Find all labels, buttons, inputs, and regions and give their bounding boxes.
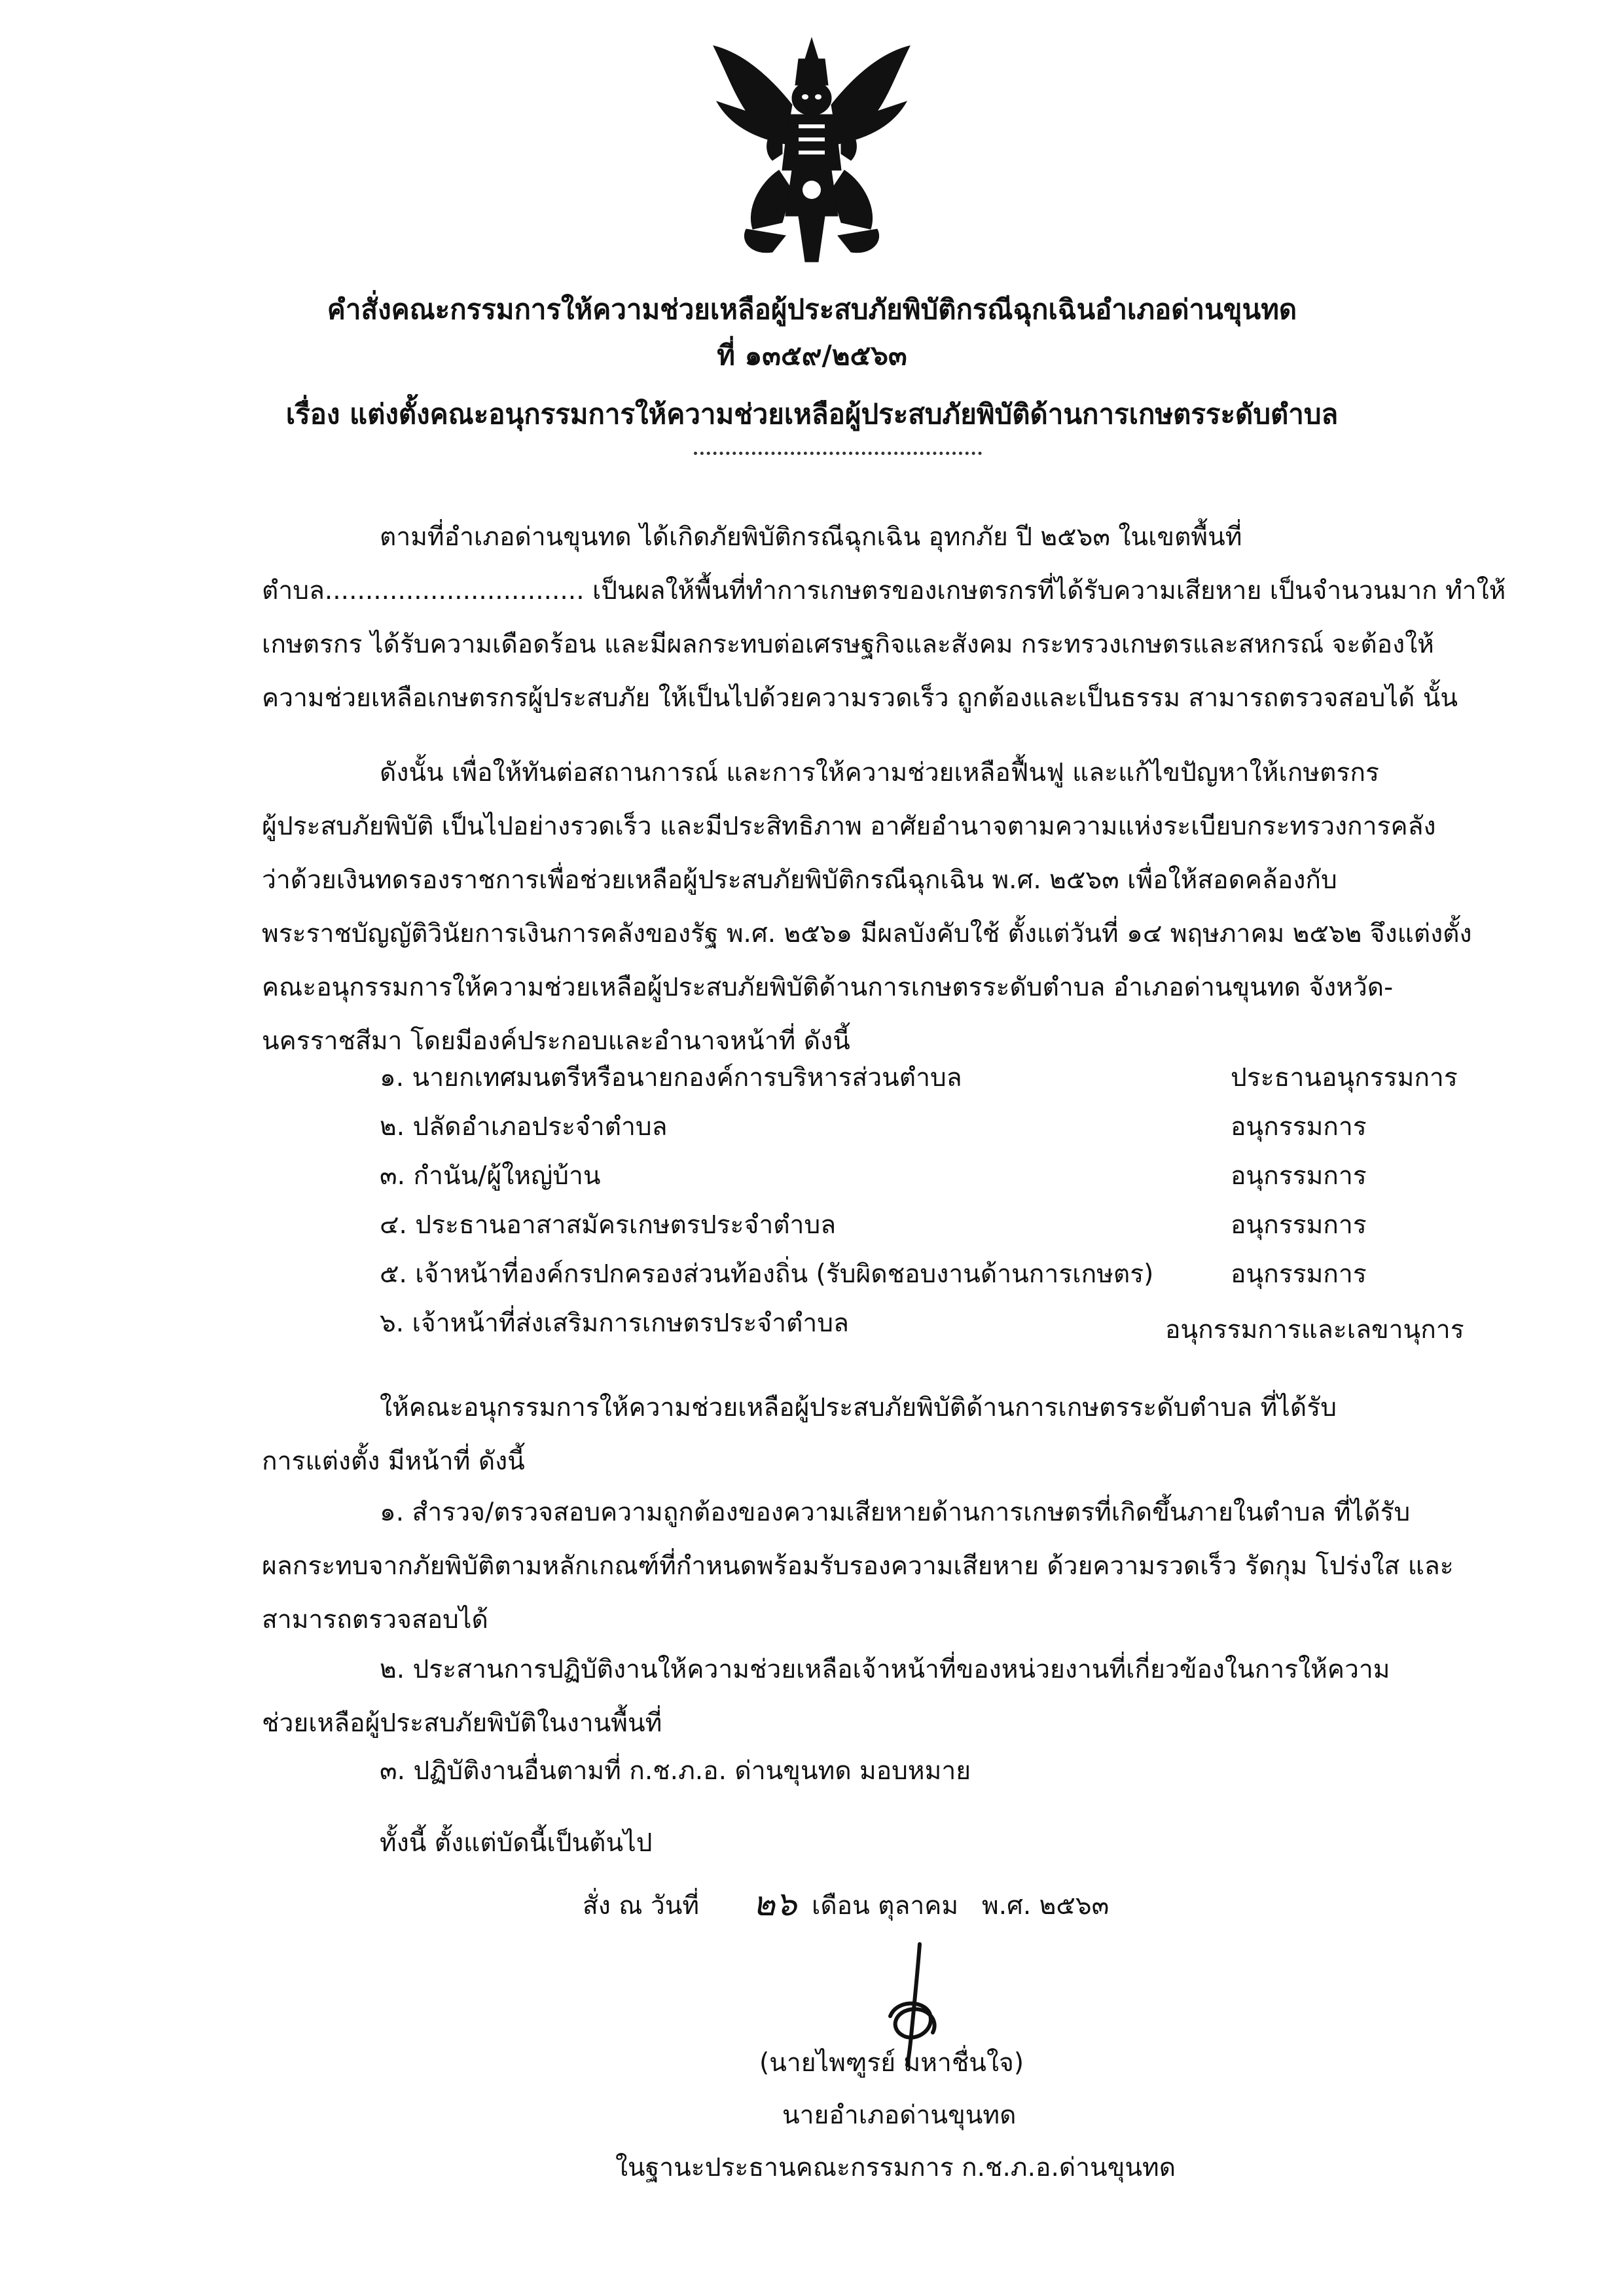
member-name: ๑. นายกเทศมนตรีหรือนายกองค์การบริหารส่วนตำบล	[380, 1063, 962, 1093]
signatory-capacity: ในฐานะประธานคณะกรรมการ ก.ช.ภ.อ.ด่านขุนทด	[615, 2153, 1176, 2182]
order-title: คำสั่งคณะกรรมการให้ความช่วยเหลือผู้ประสบภัยพิบัติกรณีฉุกเฉินอำเภอด่านขุนทด	[327, 293, 1297, 325]
paragraph-line: ให้คณะอนุกรรมการให้ความช่วยเหลือผู้ประสบภัยพิบัติด้านการเกษตรระดับตำบล ที่ได้รับ	[380, 1393, 1337, 1422]
paragraph-line: ว่าด้วยเงินทดรองราชการเพื่อช่วยเหลือผู้ประสบภัยพิบัติกรณีฉุกเฉิน พ.ศ. ๒๕๖๓ เพื่อให้สอดคล้องกับ	[262, 865, 1337, 895]
garuda-emblem-icon	[700, 33, 923, 268]
signatory-name: (นายไพฑูรย์ มหาชื่นใจ)	[759, 2048, 1024, 2078]
duty-2	[262, 1643, 1492, 1750]
member-name: ๒. ปลัดอำเภอประจำตำบล	[380, 1112, 668, 1142]
paragraph-line: ๓. ปฏิบัติงานอื่นตามที่ ก.ช.ภ.อ. ด่านขุนทด มอบหมาย	[380, 1756, 971, 1786]
member-name: ๓. กำนัน/ผู้ใหญ่บ้าน	[380, 1161, 601, 1191]
paragraph-line: ตำบล................................ เป็นผลให้พื้นที่ทำการเกษตรของเกษตรกรที่ได้รับความเสียหาย เป็นจำนวนมาก ทำให้	[262, 576, 1506, 605]
paragraph-line: ทั้งนี้ ตั้งแต่บัดนี้เป็นต้นไป	[380, 1828, 653, 1858]
paragraph-line: ตามที่อำเภอด่านขุนทด ได้เกิดภัยพิบัติกรณีฉุกเฉิน อุทกภัย ปี ๒๕๖๓ ในเขตพื้นที่	[380, 522, 1242, 552]
paragraph-background	[262, 511, 1506, 725]
order-subject: เรื่อง แต่งตั้งคณะอนุกรรมการให้ความช่วยเหลือผู้ประสบภัยพิบัติด้านการเกษตรระดับตำบล	[285, 398, 1339, 430]
member-name: ๔. ประธานอาสาสมัครเกษตรประจำตำบล	[380, 1210, 837, 1240]
date-day: ๒๖	[753, 1885, 797, 1924]
member-name: ๖. เจ้าหน้าที่ส่งเสริมการเกษตรประจำตำบล	[380, 1309, 849, 1338]
paragraph-line: สามารถตรวจสอบได้	[262, 1605, 488, 1635]
paragraph-line: ความช่วยเหลือเกษตรกรผู้ประสบภัย ให้เป็นไปด้วยความรวดเร็ว ถูกต้องและเป็นธรรม สามารถตรวจสอบได้ นั้น	[262, 683, 1458, 713]
member-name: ๕. เจ้าหน้าที่องค์กรปกครองส่วนท้องถิ่น (รับผิดชอบงานด้านการเกษตร)	[380, 1259, 1154, 1289]
paragraph-line: ๒. ประสานการปฏิบัติงานให้ความช่วยเหลือเจ้าหน้าที่ของหน่วยงานที่เกี่ยวข้องในการให้ความ	[380, 1655, 1390, 1684]
member-role: ประธานอนุกรรมการ	[1231, 1063, 1458, 1093]
member-role: อนุกรรมการ	[1231, 1210, 1367, 1240]
duty-3	[262, 1744, 1492, 1798]
signatory-position: นายอำเภอด่านขุนทด	[782, 2101, 1017, 2130]
duty-1	[262, 1486, 1492, 1647]
paragraph-duties-intro	[262, 1381, 1492, 1489]
date-month: เดือน ตุลาคม	[812, 1891, 959, 1921]
paragraph-line: การแต่งตั้ง มีหน้าที่ ดังนี้	[262, 1447, 525, 1476]
paragraph-line: ช่วยเหลือผู้ประสบภัยพิบัติในงานพื้นที่	[262, 1708, 662, 1738]
effective-clause	[262, 1816, 1492, 1870]
date-year: พ.ศ. ๒๕๖๓	[982, 1891, 1110, 1921]
paragraph-line: ผู้ประสบภัยพิบัติ เป็นไปอย่างรวดเร็ว และมีประสิทธิภาพ อาศัยอำนาจตามความแห่งระเบียบกระทรวงการคลัง	[262, 812, 1436, 841]
member-role: อนุกรรมการและเลขานุการ	[1165, 1315, 1464, 1345]
date-prefix: สั่ง ณ วันที่	[583, 1891, 700, 1921]
paragraph-line: เกษตรกร ได้รับความเดือดร้อน และมีผลกระทบต่อเศรษฐกิจและสังคม กระทรวงเกษตรและสหกรณ์ จะต้องให้	[262, 630, 1434, 659]
paragraph-line: คณะอนุกรรมการให้ความช่วยเหลือผู้ประสบภัยพิบัติด้านการเกษตรระดับตำบล อำเภอด่านขุนทด จังหวัด-	[262, 973, 1394, 1002]
member-role: อนุกรรมการ	[1231, 1259, 1367, 1289]
paragraph-line: ดังนั้น เพื่อให้ทันต่อสถานการณ์ และการให้ความช่วยเหลือฟื้นฟู และแก้ไขปัญหาให้เกษตรกร	[380, 758, 1379, 787]
member-role: อนุกรรมการ	[1231, 1161, 1367, 1191]
order-number: ที่ ๑๓๕๙/๒๕๖๓	[717, 339, 907, 371]
paragraph-line: ผลกระทบจากภัยพิบัติตามหลักเกณฑ์ที่กำหนดพร้อมรับรองความเสียหาย ด้วยความรวดเร็ว รัดกุม โปร่งใส และ	[262, 1551, 1454, 1581]
paragraph-line: นครราชสีมา โดยมีองค์ประกอบและอำนาจหน้าที่ ดังนี้	[262, 1026, 850, 1056]
paragraph-line: พระราชบัญญัติวินัยการเงินการคลังของรัฐ พ.ศ. ๒๕๖๑ มีผลบังคับใช้ ตั้งแต่วันที่ ๑๔ พฤษภาคม ๒๕๖๒ จึงแต่งตั้ง	[262, 919, 1472, 949]
member-role: อนุกรรมการ	[1231, 1112, 1367, 1142]
header-divider	[694, 452, 982, 455]
paragraph-authority	[262, 746, 1492, 1068]
paragraph-line: ๑. สำรวจ/ตรวจสอบความถูกต้องของความเสียหายด้านการเกษตรที่เกิดขึ้นภายในตำบล ที่ได้รับ	[380, 1498, 1411, 1527]
